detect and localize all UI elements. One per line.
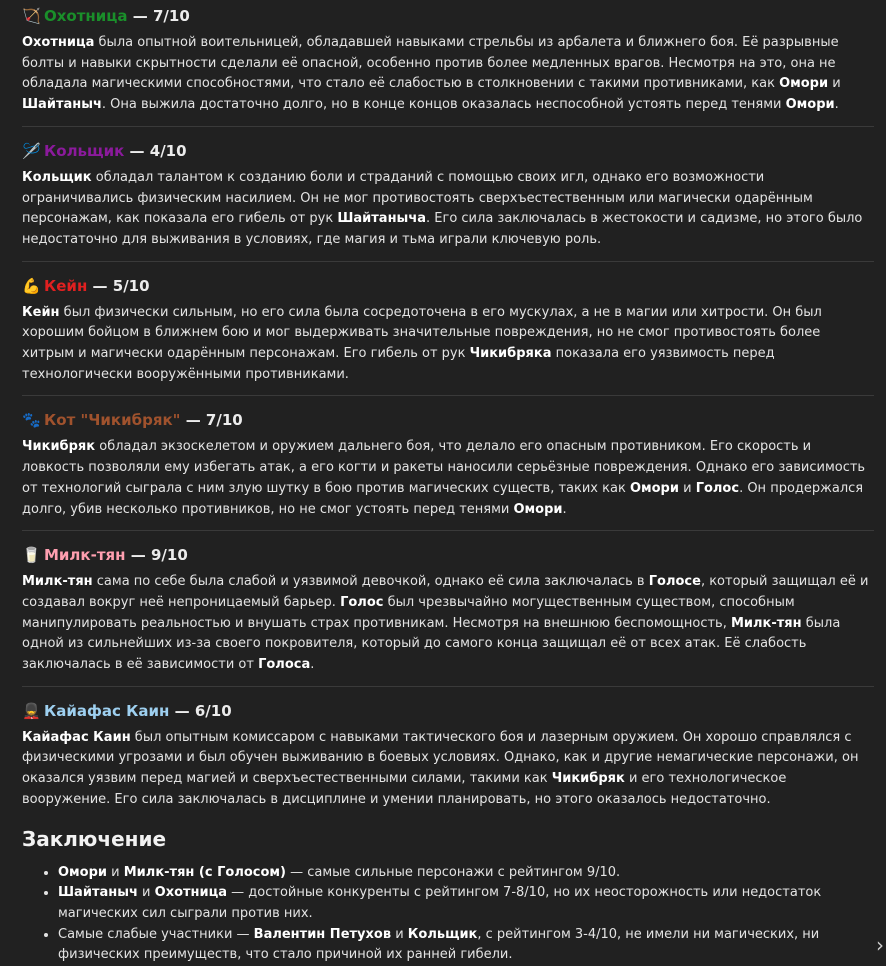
chat-message-content [22, 0, 874, 966]
character-score: — 9/10 [125, 546, 188, 565]
text: сама по себе была слабой и уязвимой девочкой, однако её сила заключалась в [92, 574, 649, 590]
character-heading [22, 0, 874, 27]
text: и [678, 480, 696, 496]
bold-text: Милк-тян [22, 574, 93, 590]
character-score: — 7/10 [180, 411, 243, 430]
text: . [562, 501, 567, 517]
conclusion-heading: Заключение [22, 826, 167, 851]
character-name: Кейн [44, 276, 88, 295]
character-heading [22, 135, 874, 162]
bold-text: Шайтаныч [22, 97, 102, 113]
character-section [22, 0, 874, 127]
character-description [22, 33, 874, 116]
text: . Она выжила достаточно долго, но в конце концов оказалась неспособной устоять перед тенями [101, 97, 786, 113]
character-description [22, 303, 874, 386]
bold-text: Милк-тян (с Голосом) [123, 864, 286, 880]
character-emoji-icon: 🥛 [22, 546, 41, 565]
character-heading [22, 270, 874, 297]
character-name: Охотница [44, 7, 128, 25]
text: был опытным комиссаром с навыками тактического боя и лазерным оружием. Он хорошо справлялся с физическими угрозами и был обучен выживанию в боевых условиях. Однако, как и другие немагические персонажи, он оказался уязвим перед магией и сверхъестественными силами, такими как [22, 729, 859, 787]
character-heading [22, 695, 874, 722]
bold-text: Охотница [22, 35, 95, 50]
character-description [22, 728, 874, 811]
bold-text: Омори [779, 76, 829, 92]
character-name: Кайафас Каин [44, 701, 170, 720]
bold-text: Шайтаныч [58, 885, 138, 901]
text: — самые сильные персонажи с рейтингом 9/10. [285, 864, 621, 880]
bold-text: Голос [340, 594, 384, 610]
text: обладал талантом к созданию боли и страданий с помощью своих игл, однако его возможности ограничивались физическим насилием. Он не мог противостоять сверхъестественным или магически одарённым персонажам, как показала его гибель от рук [22, 169, 813, 227]
bold-text: Омори [513, 501, 563, 517]
text: . [310, 657, 315, 673]
text: и [828, 76, 841, 92]
character-emoji-icon: 🪡 [22, 141, 41, 160]
bold-text: Валентин Петухов [253, 926, 392, 942]
text: . Его сила заключалась в жестокости и садизме, но этого было недостаточно для выживания в условиях, где магия и тьма играли ключевую роль. [22, 211, 863, 247]
character-emoji-icon: 💂 [22, 701, 41, 720]
bold-text: Чикибряка [469, 346, 552, 362]
bold-text: Омори [629, 480, 679, 496]
bold-text: Чикибряк [22, 439, 96, 455]
text: была одной из сильнейших из-за своего покровителя, который до самого конца защищал её от всех атак. Её слабость заключалась в её зависимости от [22, 615, 841, 673]
character-score: — 6/10 [169, 701, 232, 720]
bold-text: Охотница [154, 885, 228, 901]
bold-text: Голоса [258, 657, 311, 673]
character-score: — 4/10 [124, 141, 187, 160]
character-emoji-icon: 🐾 [22, 411, 41, 430]
bold-text: Милк-тян [730, 615, 802, 631]
character-emoji-icon: 🏹 [22, 7, 41, 25]
character-section [22, 270, 874, 397]
text: . [834, 97, 839, 113]
text: обладал экзоскелетом и оружием дальнего боя, что делало его опасным противником. Его скорость и ловкость позволяли ему избегать атак, а его когти и ракеты наносили серьёзные повреждения. Однако его зависимость от технологий сыграла с ним злую шутку в бою против магических существ, таких как [22, 439, 866, 496]
bold-text: Кольщик [22, 169, 92, 185]
bold-text: Омори [785, 97, 835, 113]
character-description [22, 572, 874, 676]
text: Самые слабые участники — [58, 926, 254, 942]
bold-text: Кольщик [407, 926, 478, 942]
text: и [137, 885, 155, 901]
character-section [22, 135, 874, 262]
text: . Он продержался долго, убив несколько противников, но не смог устоять перед тенями [22, 480, 864, 517]
character-section [22, 695, 874, 821]
character-score: — 5/10 [87, 276, 150, 295]
conclusion-item [58, 883, 874, 924]
bold-text: Голос [695, 480, 740, 496]
bold-text: Омори [58, 864, 108, 880]
conclusion-list [22, 863, 874, 966]
text: показала его уязвимость перед технологически вооружёнными противниками. [22, 346, 775, 382]
character-name: Милк-тян [44, 546, 126, 565]
text: и [391, 926, 408, 942]
conclusion-item [58, 863, 874, 884]
character-description [22, 437, 874, 520]
bold-text: Шайтаныча [337, 211, 427, 227]
bold-text: Голосе [648, 574, 701, 590]
character-heading [22, 404, 874, 431]
text: был физически сильным, но его сила была сосредоточена в его мускулах, а не в магии или хитрости. Он был хорошим бойцом в ближнем бою и мог выдерживать значительные повреждения, но не смог противостоять более хитрым и магически одарённым персонажам. Его гибель от рук [22, 304, 822, 362]
text: и его технологическое вооружение. Его сила заключалась в дисциплине и умении планировать, но этого оказалось недостаточно. [22, 771, 787, 807]
text: , с рейтингом 3-4/10, не имели ни магических, ни физических преимуществ, что стало причиной их ранней гибели. [58, 926, 820, 963]
character-heading [22, 539, 874, 566]
text: был чрезвычайно могущественным существом, способным манипулировать реальностью и внушать страх противникам. Несмотря на внешнюю беспомощность, [22, 594, 795, 631]
text: , который защищал её и создавал вокруг неё непроницаемый барьер. [22, 574, 869, 610]
character-name: Кот "Чикибряк" [44, 411, 181, 430]
character-name: Кольщик [44, 141, 125, 160]
bold-text: Кайафас Каин [22, 729, 131, 745]
scroll-down-icon[interactable]: › [876, 933, 884, 957]
character-section [22, 539, 874, 687]
conclusion-item [58, 925, 874, 966]
text: была опытной воительницей, обладавшей навыками стрельбы из арбалета и ближнего боя. Её разрывные болты и навыки скрытности сделали её опасной, особенно против более медленных врагов. Несмотря на это, она не обладала магическими способностями, что стало её слабостью в столкновении с такими противниками, как [22, 35, 839, 92]
text: и [107, 864, 124, 880]
bold-text: Кейн [22, 304, 60, 320]
character-score: — 7/10 [127, 7, 190, 25]
character-section [22, 404, 874, 531]
text: — достойные конкуренты с рейтингом 7-8/10, но их неосторожность или недостаток магических сил сыграли против них. [58, 885, 822, 921]
character-emoji-icon: 💪 [22, 276, 41, 295]
bold-text: Чикибряк [551, 771, 625, 787]
character-description [22, 168, 874, 251]
